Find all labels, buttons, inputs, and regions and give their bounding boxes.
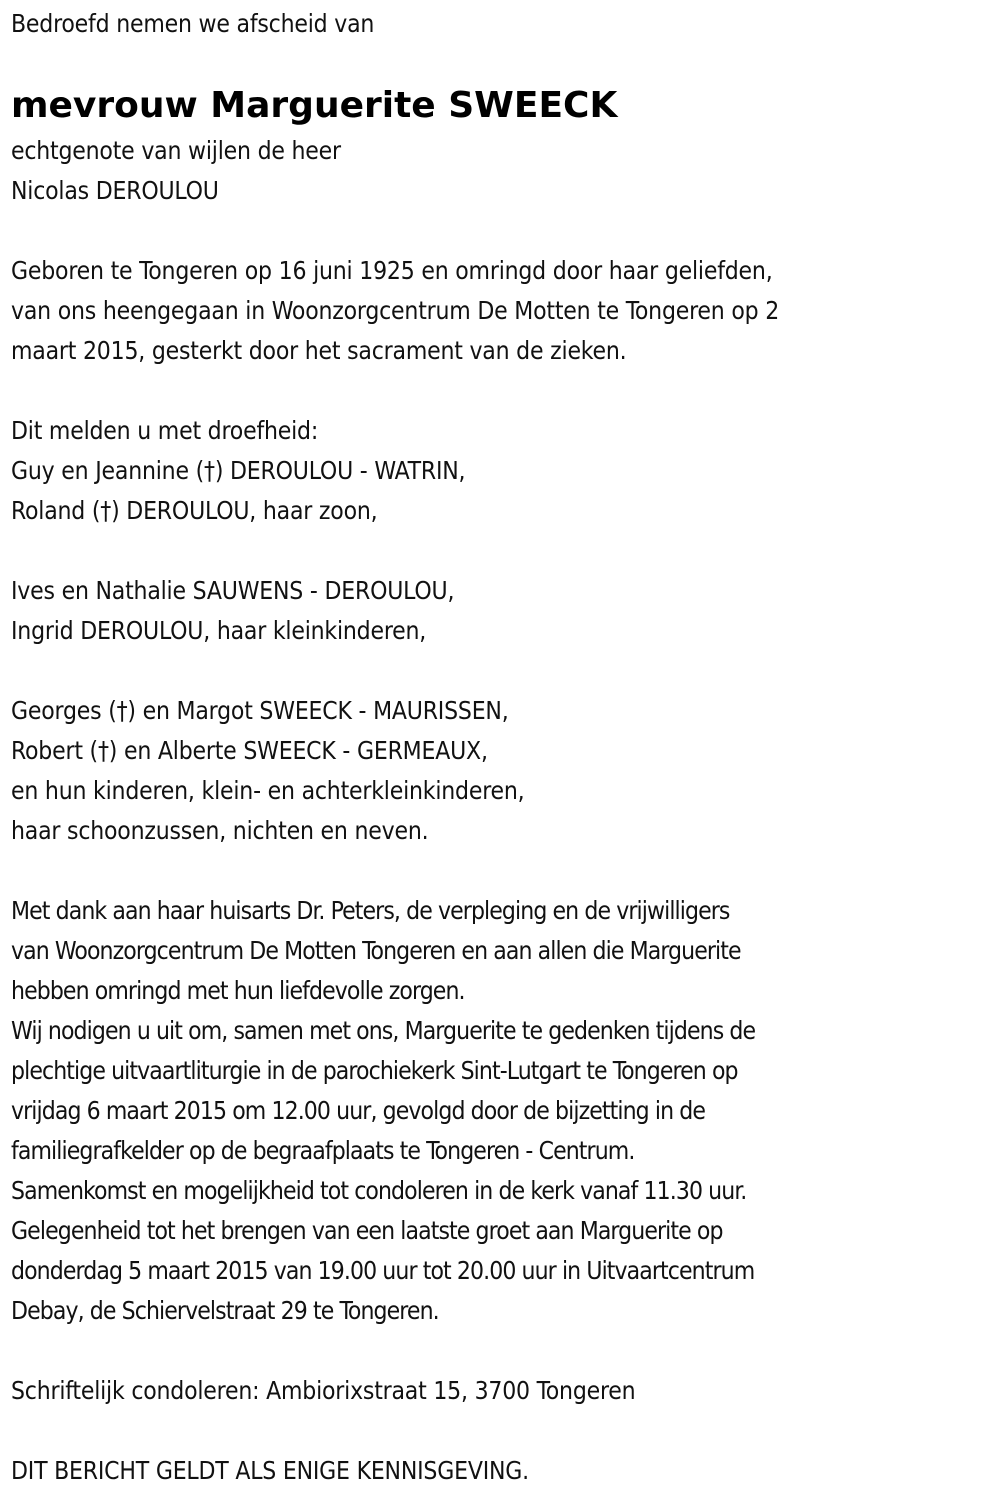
grandchildren-line: Ingrid DEROULOU, haar kleinkinderen, xyxy=(11,616,427,645)
intro-text: Bedroefd nemen we afscheid van xyxy=(11,9,375,38)
spacer xyxy=(11,651,1000,691)
spacer xyxy=(11,1411,1000,1451)
thanks-service-line: van Woonzorgcentrum De Motten Tongeren en aan allen die Marguerite xyxy=(11,936,741,965)
family-line: Georges (†) en Margot SWEECK - MAURISSEN, xyxy=(11,696,509,725)
birth-death-line: Geboren te Tongeren op 16 juni 1925 en omringd door haar geliefden, xyxy=(11,256,773,285)
family-line: haar schoonzussen, nichten en neven. xyxy=(11,816,429,845)
spouse-line: Nicolas DEROULOU xyxy=(11,176,219,205)
thanks-service-line: Met dank aan haar huisarts Dr. Peters, de verpleging en de vrijwilligers xyxy=(11,896,730,925)
spacer xyxy=(11,371,1000,411)
thanks-service-line: plechtige uitvaartliturgie in de parochiekerk Sint-Lutgart te Tongeren op xyxy=(11,1056,738,1085)
thanks-service-line: Samenkomst en mogelijkheid tot condoleren in de kerk vanaf 11.30 uur. xyxy=(11,1176,747,1205)
thanks-service-line: Wij nodigen u uit om, samen met ons, Marguerite te gedenken tijdens de xyxy=(11,1016,756,1045)
family-line: en hun kinderen, klein- en achterkleinkinderen, xyxy=(11,776,525,805)
written-condolences-address: Schriftelijk condoleren: Ambiorixstraat 15, 3700 Tongeren xyxy=(11,1376,636,1405)
deceased-name-title: mevrouw Marguerite SWEECK xyxy=(11,85,618,126)
spacer xyxy=(11,851,1000,891)
thanks-service-line: Gelegenheid tot het brengen van een laatste groet aan Marguerite op xyxy=(11,1216,723,1245)
children-line: Guy en Jeannine (†) DEROULOU - WATRIN, xyxy=(11,456,466,485)
spacer xyxy=(11,531,1000,571)
birth-death-line: van ons heengegaan in Woonzorgcentrum De Motten te Tongeren op 2 xyxy=(11,296,780,325)
children-line: Roland (†) DEROULOU, haar zoon, xyxy=(11,496,378,525)
closing-statement: DIT BERICHT GELDT ALS ENIGE KENNISGEVING. xyxy=(11,1456,529,1485)
spacer xyxy=(11,1331,1000,1371)
birth-death-line: maart 2015, gesterkt door het sacrament van de zieken. xyxy=(11,336,627,365)
spouse-line: echtgenote van wijlen de heer xyxy=(11,136,341,165)
announcers-heading: Dit melden u met droefheid: xyxy=(11,416,319,445)
family-line: Robert (†) en Alberte SWEECK - GERMEAUX, xyxy=(11,736,488,765)
thanks-service-line: donderdag 5 maart 2015 van 19.00 uur tot 20.00 uur in Uitvaartcentrum xyxy=(11,1256,755,1285)
thanks-service-line: familiegrafkelder op de begraafplaats te Tongeren - Centrum. xyxy=(11,1136,635,1165)
thanks-service-line: hebben omringd met hun liefdevolle zorgen. xyxy=(11,976,465,1005)
grandchildren-line: Ives en Nathalie SAUWENS - DEROULOU, xyxy=(11,576,455,605)
thanks-service-line: vrijdag 6 maart 2015 om 12.00 uur, gevolgd door de bijzetting in de xyxy=(11,1096,706,1125)
spacer xyxy=(11,211,1000,251)
thanks-service-line: Debay, de Schiervelstraat 29 te Tongeren. xyxy=(11,1296,439,1325)
